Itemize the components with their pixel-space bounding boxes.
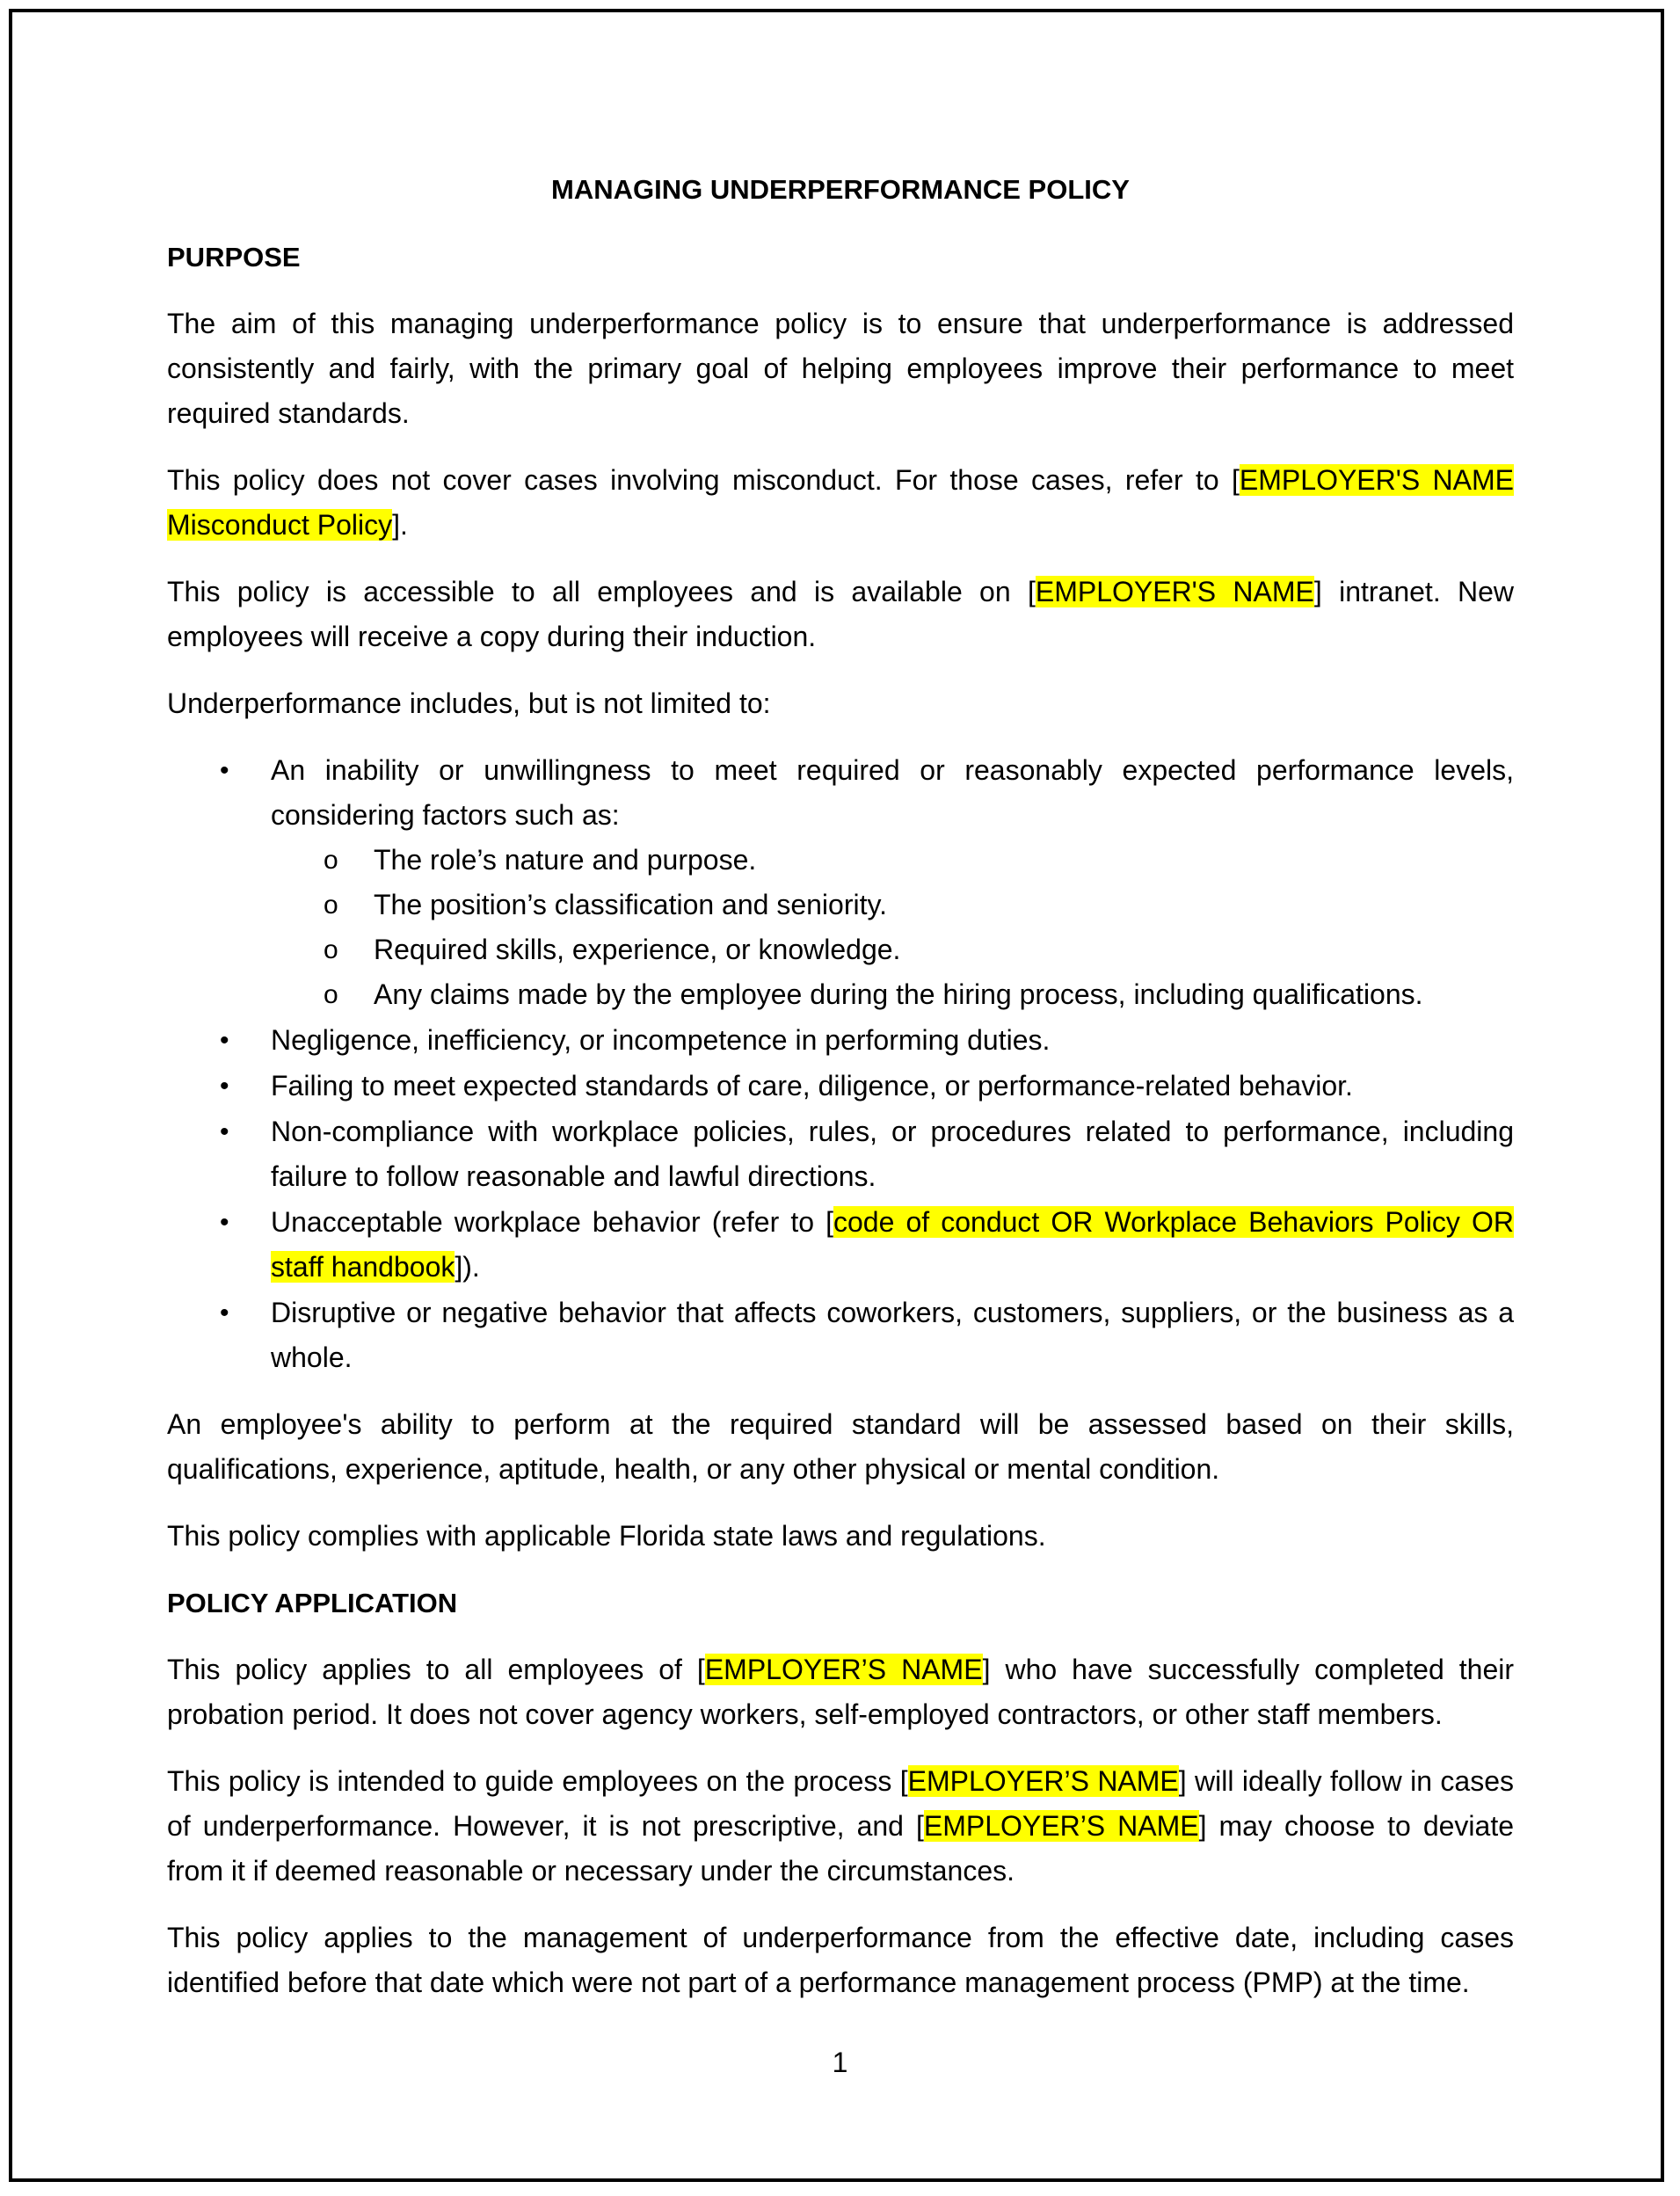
bullet-icon: • <box>220 756 229 785</box>
paragraph-aim: The aim of this managing underperformance policy is to ensure that underperformance is addressed consistently and fairly, with the primary goal of helping employees improve their performance to meet required standards. <box>167 308 1514 429</box>
bullet-icon: • <box>220 1072 229 1101</box>
document-title: MANAGING UNDERPERFORMANCE POLICY <box>551 174 1130 205</box>
sub-list <box>271 838 1514 1017</box>
circle-bullet-icon: o <box>324 846 338 875</box>
list-item: • Negligence, inefficiency, or incompetence in performing duties. <box>167 1018 1514 1063</box>
placeholder-highlight: EMPLOYER'S NAME Misconduct Policy <box>167 464 1515 541</box>
paragraph-misconduct: This policy does not cover cases involving misconduct. For those cases, refer to [EMPLOYER'S NAME Misconduct Policy]. <box>167 464 1515 541</box>
paragraph-assessment: An employee's ability to perform at the required standard will be assessed based on their skills, qualifications, experience, aptitude, health, or any other physical or mental condition. <box>167 1408 1514 1485</box>
list-item: • Disruptive or negative behavior that affects coworkers, customers, suppliers, or the business as a whole. <box>167 1291 1514 1380</box>
bullet-icon: • <box>220 1208 229 1237</box>
list-item: • Non-compliance with workplace policies, rules, or procedures related to performance, including failure to follow reasonable and lawful directions. <box>167 1109 1514 1199</box>
paragraph-accessibility: This policy is accessible to all employees and is available on [EMPLOYER'S NAME] intranet. New employees will receive a copy during their induction. <box>167 576 1515 652</box>
placeholder-highlight: EMPLOYER'S NAME <box>1035 576 1314 607</box>
paragraph-effective-date: This policy applies to the management of underperformance from the effective date, including cases identified before that date which were not part of a performance management process (PMP) at the time. <box>167 1922 1514 1998</box>
sub-list-item: o The position’s classification and seniority. <box>271 883 1514 927</box>
sub-list-item: o The role’s nature and purpose. <box>271 838 1514 883</box>
bullet-icon: • <box>220 1298 229 1327</box>
circle-bullet-icon: o <box>324 935 338 964</box>
sub-list-item: o Required skills, experience, or knowledge. <box>271 927 1514 972</box>
section-heading-application: POLICY APPLICATION <box>167 1588 458 1618</box>
placeholder-highlight: code of conduct OR Workplace Behaviors Policy OR staff handbook <box>271 1206 1515 1283</box>
paragraph-compliance: This policy complies with applicable Florida state laws and regulations. <box>167 1520 1046 1552</box>
section-heading-purpose: PURPOSE <box>167 242 301 273</box>
document-body <box>167 167 1514 2027</box>
bullet-icon: • <box>220 1117 229 1146</box>
circle-bullet-icon: o <box>324 980 338 1009</box>
sub-list-item: o Any claims made by the employee during the hiring process, including qualifications. <box>271 972 1514 1017</box>
placeholder-highlight: EMPLOYER’S NAME <box>907 1765 1179 1797</box>
underperformance-list <box>167 748 1514 1380</box>
paragraph-includes: Underperformance includes, but is not limited to: <box>167 687 771 719</box>
placeholder-highlight: EMPLOYER’S NAME <box>923 1810 1199 1842</box>
page-number: 1 <box>832 2047 848 2078</box>
placeholder-highlight: EMPLOYER’S NAME <box>704 1654 983 1685</box>
list-item: • An inability or unwillingness to meet required or reasonably expected performance levels, considering factors such as: o The role’s nature and purpose. o The position’s classification and seniority. o Required skills, experience, or knowledge. o Any claims made by the employee during the hiring process, including qualifications. <box>167 748 1514 1017</box>
list-item: • Unacceptable workplace behavior (refer to [code of conduct OR Workplace Behaviors Policy OR staff handbook]). <box>167 1200 1514 1290</box>
circle-bullet-icon: o <box>324 891 338 920</box>
paragraph-guide: This policy is intended to guide employees on the process [EMPLOYER’S NAME] will ideally follow in cases of underperformance. However, it is not prescriptive, and [EMPLOYER’S NAME] may choose to deviate from it if deemed reasonable or necessary under the circumstances. <box>167 1765 1515 1887</box>
list-item: • Failing to meet expected standards of care, diligence, or performance-related behavior. <box>167 1064 1514 1109</box>
paragraph-applies: This policy applies to all employees of [EMPLOYER’S NAME] who have successfully completed their probation period. It does not cover agency workers, self-employed contractors, or other staff members. <box>167 1654 1515 1730</box>
bullet-icon: • <box>220 1026 229 1055</box>
